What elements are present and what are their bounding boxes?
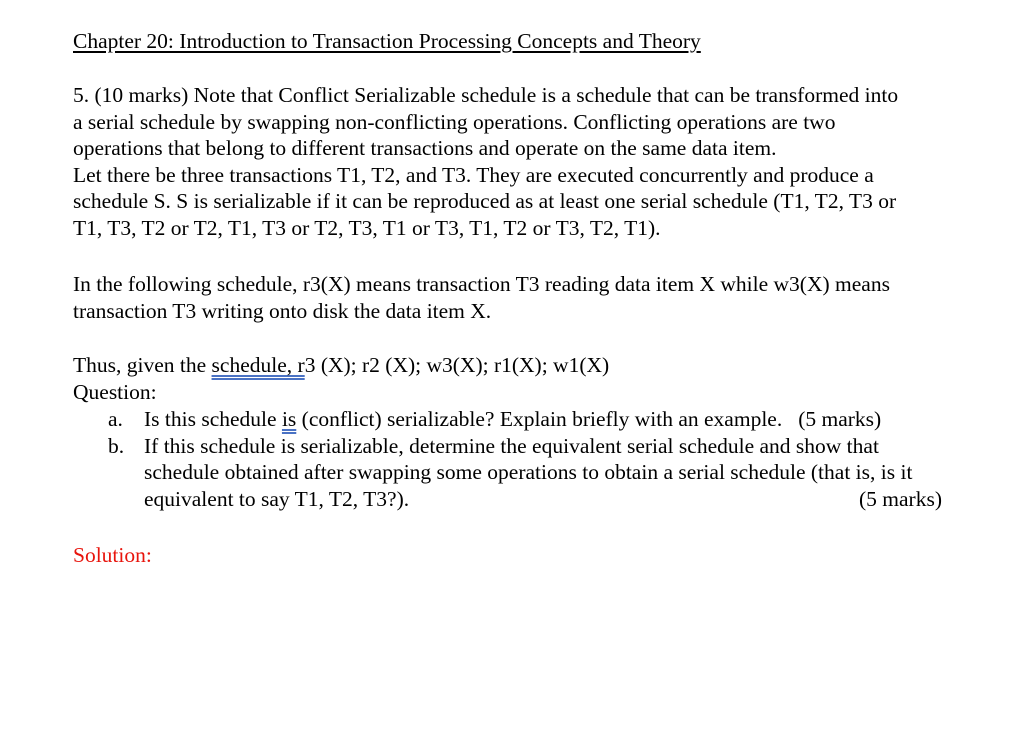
given-schedule-line	[73, 352, 998, 379]
given-prefix: Thus, given the	[73, 353, 212, 377]
explain-line: transaction T3 writing onto disk the data item X.	[73, 298, 492, 323]
schedule-notation-explanation	[73, 271, 998, 324]
sub-question-list	[108, 406, 998, 512]
sub-b-last-line: equivalent to say T1, T2, T3?).	[144, 486, 410, 511]
intro-line: Let there be three transactions T1, T2, and T3. They are executed concurrently and produce a	[73, 162, 874, 187]
given-schedule-ops: 3 (X); r2 (X); w3(X); r1(X); w1(X)	[304, 353, 610, 377]
intro-line: a serial schedule by swapping non-conflicting operations. Conflicting operations are two	[73, 109, 836, 134]
question-label: Question:	[73, 379, 157, 404]
sub-question-b	[108, 433, 998, 513]
intro-line: operations that belong to different transactions and operate on the same data item.	[73, 136, 777, 160]
sub-a-underlined-word: is	[281, 407, 297, 431]
intro-line: schedule S. S is serializable if it can be reproduced as at least one serial schedule (T1, T2, T3 or	[73, 189, 897, 213]
sub-a-text-after: (conflict) serializable? Explain briefly with an example.	[296, 407, 783, 431]
given-underlined-text: schedule, r	[211, 353, 305, 377]
sub-b-line: schedule obtained after swapping some operations to obtain a serial schedule (that is, is it	[144, 460, 913, 484]
sub-b-last-line-row	[144, 486, 998, 513]
sub-b-line: If this schedule is serializable, determine the equivalent serial schedule and show that	[144, 433, 879, 458]
intro-line: T1, T3, T2 or T2, T1, T3 or T2, T3, T1 or T3, T1, T2 or T3, T2, T1).	[73, 215, 661, 240]
sub-a-marks: (5 marks)	[798, 407, 882, 431]
sub-a-text-before: Is this schedule	[144, 407, 282, 431]
given-schedule	[73, 352, 998, 405]
sub-b-marks: (5 marks)	[859, 486, 942, 511]
chapter-title: Chapter 20: Introduction to Transaction Processing Concepts and Theory	[73, 29, 701, 53]
explain-line: In the following schedule, r3(X) means transaction T3 reading data item X while w3(X) means	[73, 272, 890, 296]
intro-line: 5. (10 marks) Note that Conflict Serializable schedule is a schedule that can be transformed into	[73, 83, 899, 107]
sub-question-a	[108, 406, 998, 433]
sub-question-marker: a.	[108, 407, 123, 431]
solution-label: Solution:	[73, 543, 152, 567]
question-intro	[73, 82, 998, 241]
sub-question-marker: b.	[108, 433, 125, 458]
